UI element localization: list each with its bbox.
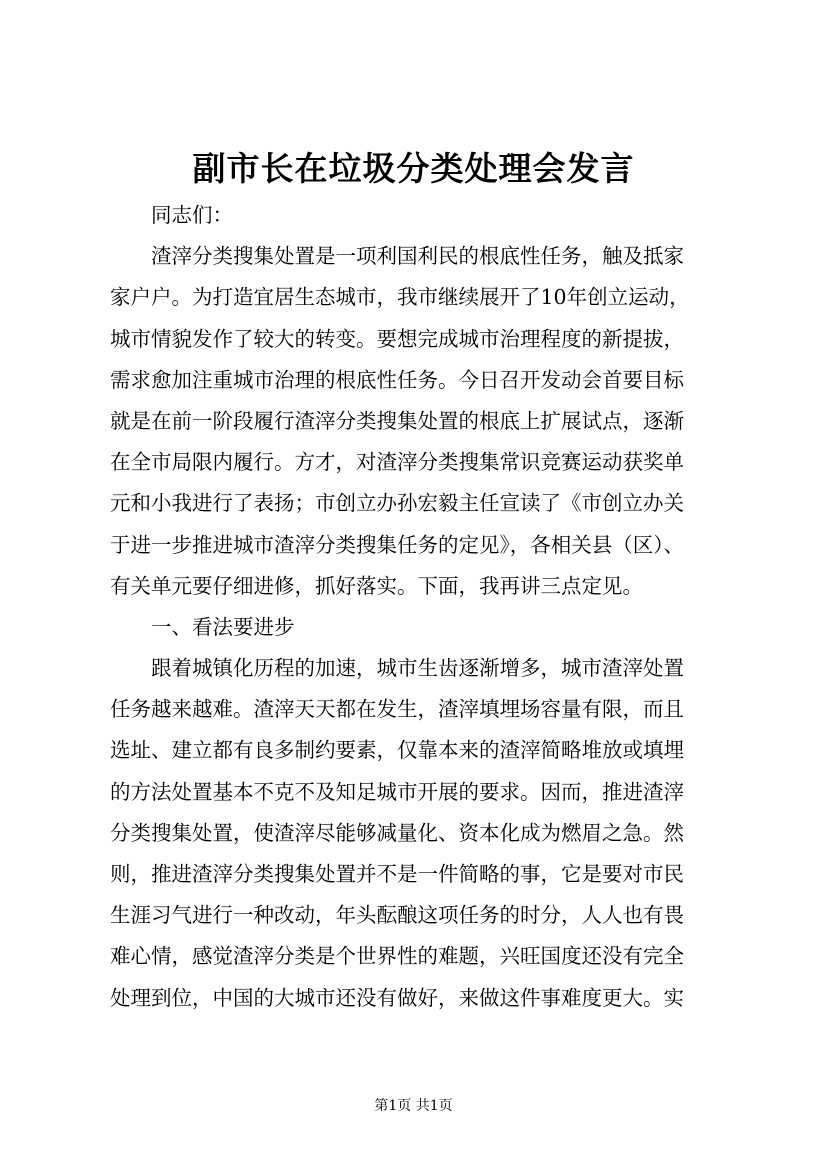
paragraph-line: 的方法处置基本不克不及知足城市开展的要求。因而，推进渣滓 [110,779,684,804]
page-footer: 第1页 共1页 [374,1098,453,1114]
paragraph-line: 则，推进渣滓分类搜集处置并不是一件简略的事，它是要对市民 [110,862,684,886]
paragraph-line: 有关单元要仔细进修，抓好落实。下面，我再讲三点定见。 [110,573,643,598]
paragraph-line: 难心情，感觉渣滓分类是个世界性的难题，兴旺国度还没有完全 [110,944,684,969]
paragraph-line: 渣滓分类搜集处置是一项利国利民的根底性任务，触及抵家 [151,244,684,269]
paragraph-line: 家户户。为打造宜居生态城市，我市继续展开了10年创立运动， [110,285,690,310]
paragraph-line: 分类搜集处置，使渣滓尽能够减量化、资本化成为燃眉之急。然 [110,820,684,845]
paragraph-line: 在全市局限内履行。方才，对渣滓分类搜集常识竞赛运动获奖单 [110,450,684,475]
paragraph-line: 需求愈加注重城市治理的根底性任务。今日召开发动会首要目标 [110,367,684,392]
paragraph-line: 选址、建立都有良多制约要素，仅靠本来的渣滓简略堆放或填埋 [110,738,684,763]
salutation: 同志们： [151,203,233,227]
section-heading: 一、看法要进步 [151,614,295,639]
paragraph-line: 元和小我进行了表扬；市创立办孙宏毅主任宣读了《市创立办关 [110,491,684,516]
paragraph-line: 生涯习气进行一种改动，年头酝酿这项任务的时分，人人也有畏 [110,903,684,928]
paragraph-line: 城市情貌发作了较大的转变。要想完成城市治理程度的新提拔， [110,326,684,351]
document-body [110,195,720,1019]
paragraph-line: 任务越来越难。渣滓天天都在发生，渣滓填埋场容量有限，而且 [110,697,684,722]
paragraph-line: 于进一步推进城市渣滓分类搜集任务的定见》，各相关县（区）、 [110,532,684,557]
paragraph-line: 跟着城镇化历程的加速，城市生齿逐渐增多，城市渣滓处置 [151,656,684,681]
page-title: 副市长在垃圾分类处理会发言 [192,149,635,188]
paragraph-line: 就是在前一阶段履行渣滓分类搜集处置的根底上扩展试点，逐渐 [110,408,684,433]
paragraph-line: 处理到位，中国的大城市还没有做好，来做这件事难度更大。实 [110,985,684,1010]
